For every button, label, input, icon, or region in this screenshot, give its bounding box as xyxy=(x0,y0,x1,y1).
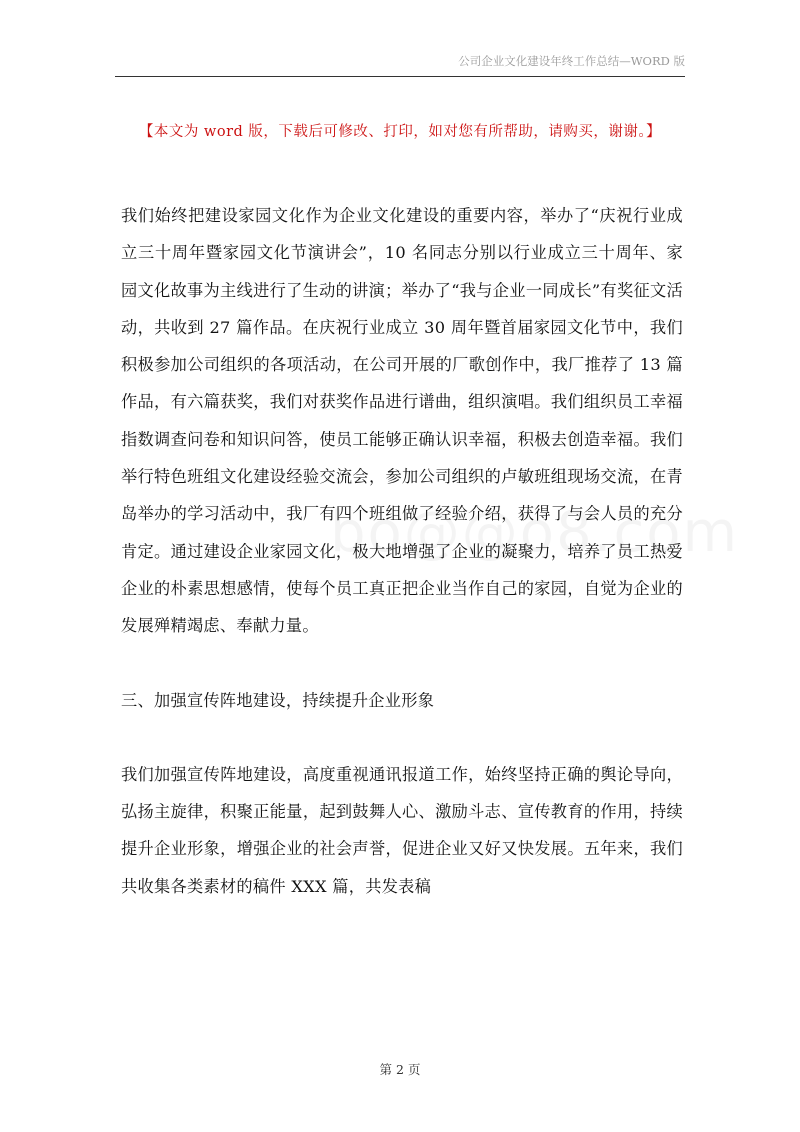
paragraph-publicity: 我们加强宣传阵地建设，高度重视通讯报道工作，始终坚持正确的舆论导向，弘扬主旋律，积聚正能量，起到鼓舞人心、激励斗志、宣传教育的作用，持续提升企业形象，增强企业的社会声誉，促进企业又好又快发展。五年来，我们共收集各类素材的稿件 XXX 篇，共发表稿 xyxy=(121,764,683,896)
paragraph-spacer xyxy=(121,719,683,756)
page-number: 第 2 页 xyxy=(379,1062,421,1077)
document-body xyxy=(121,197,683,905)
header-title: 公司企业文化建设年终工作总结—WORD 版 xyxy=(458,54,685,68)
paragraph-spacer xyxy=(121,645,683,682)
purchase-notice: 【本文为 word 版，下载后可修改、打印，如对您有所帮助，请购买，谢谢。】 xyxy=(138,124,662,140)
section-heading-3: 三、加强宣传阵地建设，持续提升企业形象 xyxy=(121,690,435,710)
page-header xyxy=(115,52,685,77)
paragraph-home-culture: 我们始终把建设家园文化作为企业文化建设的重要内容，举办了“庆祝行业成立三十周年暨家园文化节演讲会”，10 名同志分别以行业成立三十周年、家园文化故事为主线进行了生动的讲演；举办了“我与企业一同成长”有奖征文活动，共收到 27 篇作品。在庆祝行业成立 30 周年暨首届家园文化节中，我们积极参加公司组织的各项活动，在公司开展的厂歌创作中，我厂推荐了 13 篇作品，有六篇获奖，我们对获奖作品进行谱曲，组织演唱。我们组织员工幸福指数调查问卷和知识问答，使员工能够正确认识幸福，积极去创造幸福。我们举行特色班组文化建设经验交流会，参加公司组织的卢敏班组现场交流，在青岛举办的学习活动中，我厂有四个班组做了经验介绍，获得了与会人员的充分肯定。通过建设企业家园文化，极大地增强了企业的凝聚力，培养了员工热爱企业的朴素思想感情，使每个员工真正把企业当作自己的家园，自觉为企业的发展殚精竭虑、奉献力量。 xyxy=(121,206,683,636)
